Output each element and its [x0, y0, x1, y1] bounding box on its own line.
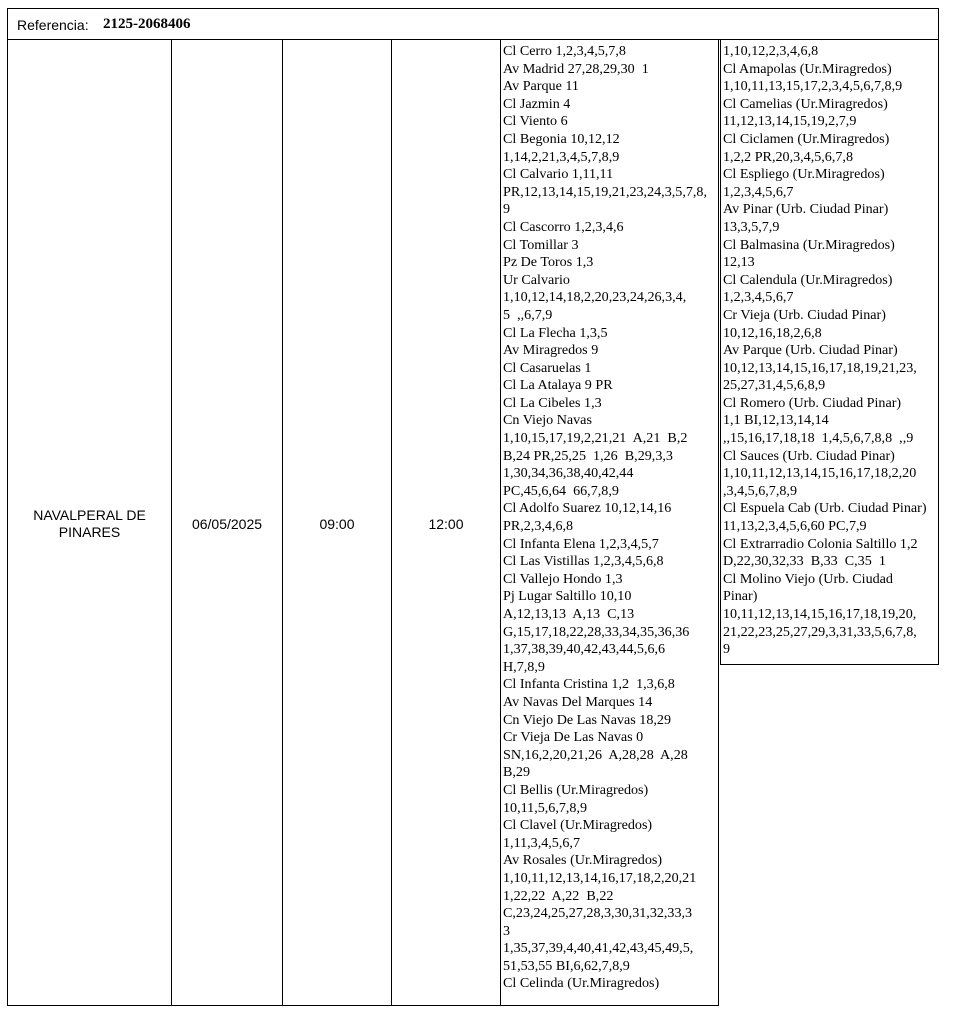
reference-header: [7, 8, 939, 40]
table-bottom-border: [7, 1005, 719, 1006]
column-divider: [500, 40, 501, 1006]
column-divider: [720, 40, 721, 665]
column-divider: [718, 40, 719, 1006]
end-time-cell: 12:00: [428, 516, 464, 532]
table-border-right: [938, 40, 939, 665]
reference-value: 2125-2068406: [103, 16, 191, 32]
reference-label: Referencia:: [17, 17, 89, 33]
streets-list-column-2: 1,10,12,2,3,4,6,8 Cl Amapolas (Ur.Miragredos) 1,10,11,13,15,17,2,3,4,5,6,7,8,9 Cl Camelias (Ur.Miragredos) 11,12,13,14,15,19,2,7,9 Cl Ciclamen (Ur.Miragredos) 1,2,2 PR,20,3,4,5,6,7,8 Cl Espliego (Ur.Miragredos) 1,2,3,4,5,6,7 Av Pinar (Urb. Ciudad Pinar) 13,3,5,7,9 Cl Balmasina (Ur.Miragredos) 12,13 Cl Calendula (Ur.Miragredos) 1,2,3,4,5,6,7 Cr Vieja (Urb. Ciudad Pinar) 10,12,16,18,2,6,8 Av Parque (Urb. Ciudad Pinar) 10,12,13,14,15,16,17,18,19,21,23, 25,27,31,4,5,6,8,9 Cl Romero (Urb. Ciudad Pinar) 1,1 BI,12,13,14,14 ,,15,16,17,18,18 1,4,5,6,7,8,8 ,,9 Cl Sauces (Urb. Ciudad Pinar) 1,10,11,12,13,14,15,16,17,18,2,20 ,3,4,5,6,7,8,9 Cl Espuela Cab (Urb. Ciudad Pinar) 11,13,2,3,4,5,6,60 PC,7,9 Cl Extrarradio Colonia Saltillo 1,2 D,22,30,32,33 B,33 C,35 1 Cl Molino Viejo (Urb. Ciudad Pinar) 10,11,12,13,14,15,16,17,18,19,20, 21,22,23,25,27,29,3,31,33,5,6,7,8, 9: [723, 43, 927, 658]
date-cell: 06/05/2025: [191, 516, 263, 532]
start-time-cell: 09:00: [319, 516, 355, 532]
streets-list-column-1: Cl Cerro 1,2,3,4,5,7,8 Av Madrid 27,28,29,30 1 Av Parque 11 Cl Jazmin 4 Cl Viento 6 Cl Begonia 10,12,12 1,14,2,21,3,4,5,7,8,9 Cl Calvario 1,11,11 PR,12,13,14,15,19,21,23,24,3,5,7,8, 9 Cl Cascorro 1,2,3,4,6 Cl Tomillar 3 Pz De Toros 1,3 Ur Calvario 1,10,12,14,18,2,20,23,24,26,3,4, 5 ,,6,7,9 Cl La Flecha 1,3,5 Av Miragredos 9 Cl Casaruelas 1 Cl La Atalaya 9 PR Cl La Cibeles 1,3 Cn Viejo Navas 1,10,15,17,19,2,21,21 A,21 B,2 B,24 PR,25,25 1,26 B,29,3,3 1,30,34,36,38,40,42,44 PC,45,6,64 66,7,8,9 Cl Adolfo Suarez 10,12,14,16 PR,2,3,4,6,8 Cl Infanta Elena 1,2,3,4,5,7 Cl Las Vistillas 1,2,3,4,5,6,8 Cl Vallejo Hondo 1,3 Pj Lugar Saltillo 10,10 A,12,13,13 A,13 C,13 G,15,17,18,22,28,33,34,35,36,36 1,37,38,39,40,42,43,44,5,6,6 H,7,8,9 Cl Infanta Cristina 1,2 1,3,6,8 Av Navas Del Marques 14 Cn Viejo De Las Navas 18,29 Cr Vieja De Las Navas 0 SN,16,2,20,21,26 A,28,28 A,28 B,29 Cl Bellis (Ur.Miragredos) 10,11,5,6,7,8,9 Cl Clavel (Ur.Miragredos) 1,11,3,4,5,6,7 Av Rosales (Ur.Miragredos) 1,10,11,12,13,14,16,17,18,2,20,21 1,22,22 A,22 B,22 C,23,24,25,27,28,3,30,31,32,33,3 3 1,35,37,39,4,40,41,42,43,45,49,5, 51,53,55 BI,6,62,7,8,9 Cl Celinda (Ur.Miragredos): [503, 43, 707, 992]
schedule-table: [7, 40, 939, 1006]
municipality-cell: NAVALPERAL DE PINARES: [33, 507, 146, 540]
col2-bottom-border: [720, 664, 939, 665]
